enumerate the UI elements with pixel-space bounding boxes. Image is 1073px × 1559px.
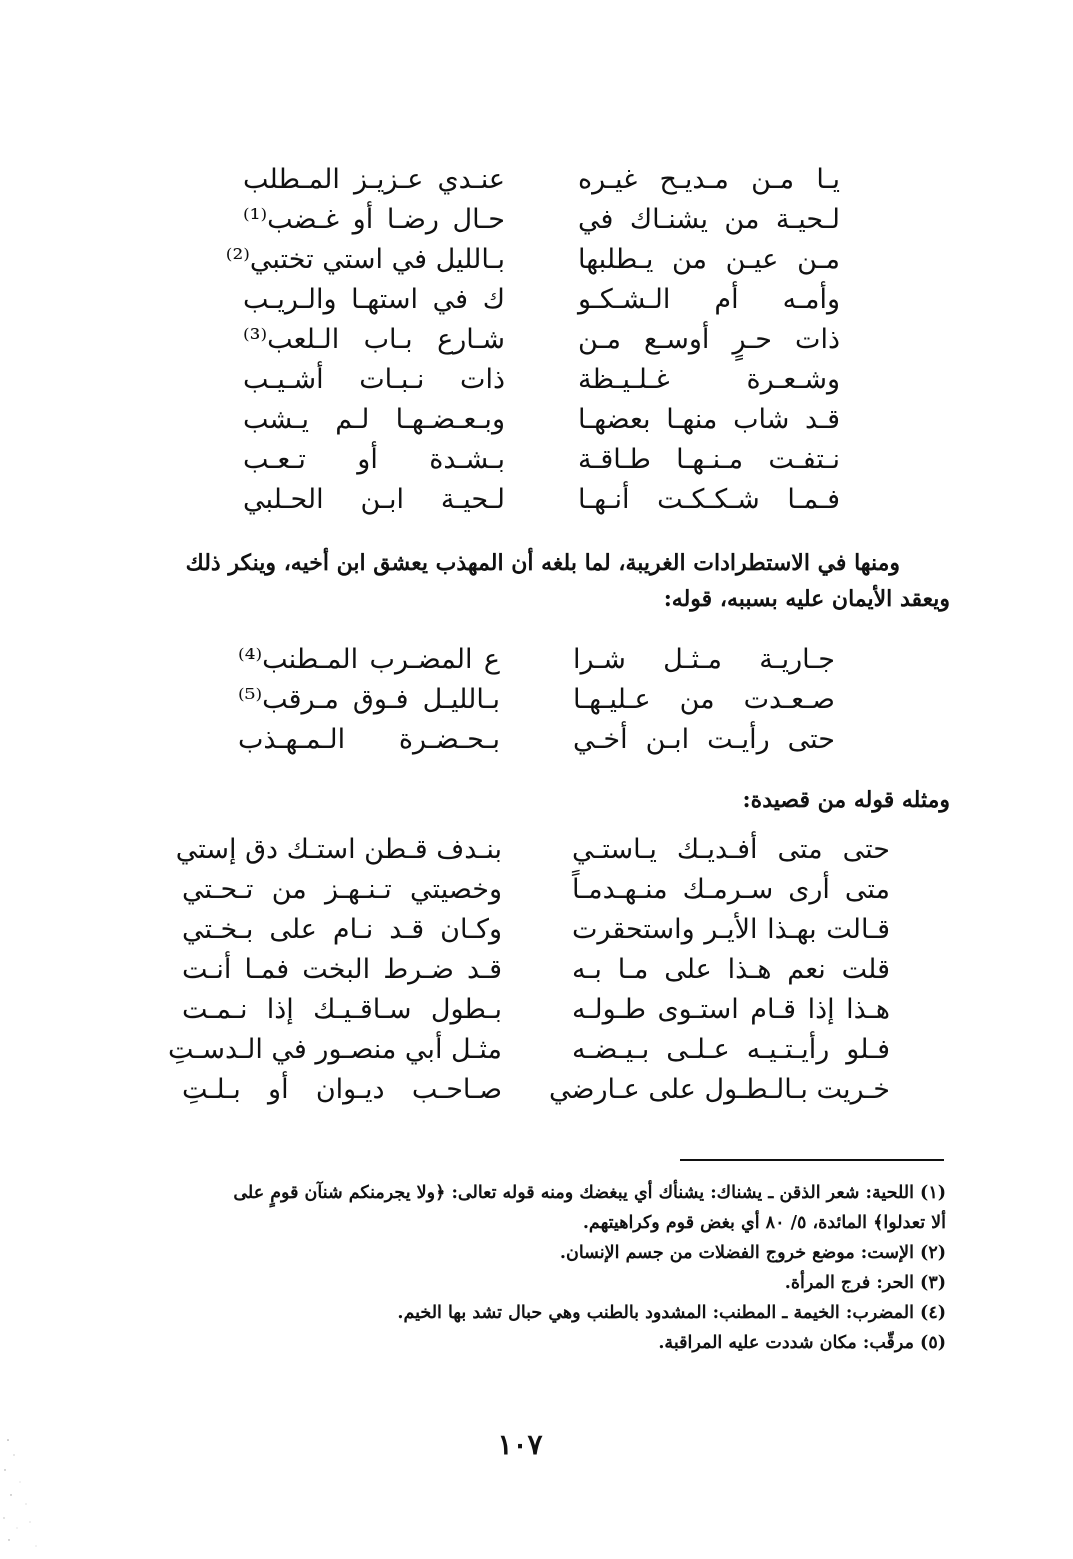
verse-left-hemistich: حـال رضـا أو غـضب⁽¹⁾ — [243, 204, 505, 235]
verse — [240, 360, 840, 400]
verse-left-hemistich: وكـان قـد نـام على بـخـتي — [182, 914, 502, 945]
verse — [175, 830, 890, 870]
verse-right-hemistich: متى أرى سـرمـك منـهـدمـاً — [572, 874, 890, 905]
footnotes — [120, 1178, 946, 1358]
verse — [240, 400, 840, 440]
verse-left-hemistich: مثـل أبي منصـور في الـدسـتِ — [167, 1034, 502, 1065]
verse-right-hemistich: ذات حـرٍ أوسـع مـن — [578, 324, 840, 355]
prose-line: ومنها في الاستطرادات الغريبة، لما بلغه أن المهذب يعشق ابن أخيه، وينكر ذلك — [185, 550, 900, 576]
verse-left-hemistich: شـارع بـاب الـلعب⁽³⁾ — [243, 324, 505, 355]
verse — [240, 640, 835, 680]
poem-3 — [167, 830, 890, 1110]
verse-right-hemistich: فـلو رأيـتـيـه عـلـى بـيـضـه — [572, 1034, 890, 1065]
verse-right-hemistich: قـالت بهـذا الأيـر واستحقرت — [572, 914, 890, 945]
verse — [167, 1030, 890, 1070]
footnote-5: (٥) مرقّب: مكان شددت عليه المراقبة. — [658, 1333, 946, 1353]
verse-left-hemistich: بنـدف قـطن استـك دق إستي — [175, 834, 502, 865]
verse — [240, 320, 840, 360]
footnote-1-continuation: ألا تعدلوا﴾ المائدة، ٥/ ٨٠ أي بغض قوم وكراهيتهم. — [582, 1213, 946, 1233]
footnote-1: (١) اللحية: شعر الذقن ـ يشناك: يشنأك أي يبغضك ومنه قوله تعالى: ﴿ولا يجرمنكم شنآن قومٍ على — [233, 1183, 946, 1203]
verse-left-hemistich: صـاحـب ديـوان أو بـلـتِ — [182, 1074, 502, 1105]
verse-right-hemistich: يـا مـن مـديـح غيـره — [578, 164, 840, 195]
verse-right-hemistich: جـاريـة مـثـل شـرا — [573, 644, 835, 675]
scan-noise-decoration — [0, 1400, 60, 1559]
verse — [240, 280, 840, 320]
verse — [180, 910, 890, 950]
verse-right-hemistich: صـعـدت من عـليـهـا — [573, 684, 835, 715]
page-number: ١٠٧ — [497, 1428, 543, 1461]
verse-right-hemistich: مـن عيـن من يـطلبها — [578, 244, 840, 275]
prose-intro-3 — [600, 782, 950, 818]
footnote-2: (٢) الإست: موضع خروج الفضلات من جسم الإنسان. — [559, 1243, 946, 1263]
verse-left-hemistich: ك في استهـا والـريـب — [243, 284, 505, 315]
verse — [225, 240, 840, 280]
verse — [240, 680, 835, 720]
prose-line: ويعقد الأيمان عليه بسببه، قوله: — [663, 586, 950, 612]
verse-left-hemistich: بـحـضـرة الـمـهـذب — [238, 724, 500, 755]
footnote-separator — [680, 1159, 944, 1161]
verse-right-hemistich: حتى متى أفـديـك يـاستـي — [572, 834, 890, 865]
verse-left-hemistich: ع المضـرب المـطنب⁽⁴⁾ — [238, 644, 500, 675]
prose-line: ومثله قوله من قصيدة: — [742, 787, 950, 813]
verse-right-hemistich: هـذا إذا قـام استـوى طـولـه — [572, 994, 890, 1025]
verse-right-hemistich: خـريت بـالـطـول على عـارضي — [549, 1074, 890, 1105]
verse-left-hemistich: ذات نـبـات أشـيـب — [243, 364, 505, 395]
poem-1 — [225, 160, 840, 520]
verse-right-hemistich: نـتفـت مـنـهـا طـاقـة — [578, 444, 840, 475]
verse — [180, 990, 890, 1030]
footnote-3: (٣) الحر: فرج المرأة. — [784, 1273, 946, 1293]
verse-left-hemistich: بـالليـل فـوق مـرقب⁽⁵⁾ — [238, 684, 500, 715]
prose-intro-2 — [110, 545, 950, 617]
verse — [180, 1070, 890, 1110]
verse-left-hemistich: لـحيـة ابـن الحـلبي — [243, 484, 505, 515]
footnote-4: (٤) المضرب: الخيمة ـ المطنب: المشدود بالطنب وهي حبال تشد بها الخيم. — [397, 1303, 946, 1323]
verse-right-hemistich: قلت نعم هـذا على مـا بـه — [572, 954, 890, 985]
verse — [240, 720, 835, 760]
verse-left-hemistich: عنـدي عـزيـز المـطلب — [243, 164, 505, 195]
verse-left-hemistich: قـد ضـرط البخت فمـا أنـت — [182, 954, 502, 985]
verse — [240, 160, 840, 200]
verse — [180, 870, 890, 910]
verse-right-hemistich: وأمـه أم الـشـكـو — [578, 284, 840, 315]
verse — [240, 440, 840, 480]
verse-right-hemistich: لـحيـة من يشنـاك في — [578, 204, 840, 235]
verse-right-hemistich: وشـعـرة غـلـيـظة — [578, 364, 840, 395]
verse-right-hemistich: قـد شاب منهـا بعضهـا — [578, 404, 840, 435]
verse — [240, 200, 840, 240]
verse-right-hemistich: فـمـا شـكـكـت أنـهـا — [578, 484, 840, 515]
verse-right-hemistich: حتى رأيـت ابـن أخـي — [573, 724, 835, 755]
verse-left-hemistich: بـطول سـاقـيـك إذا نـمـت — [182, 994, 502, 1025]
verse-left-hemistich: بـشـدة أو تـعـب — [243, 444, 505, 475]
verse — [240, 480, 840, 520]
verse-left-hemistich: وخصيتي تـنـهـز من تـحـتي — [182, 874, 502, 905]
verse-left-hemistich: بـالليل في استي تختبي⁽²⁾ — [225, 244, 505, 275]
verse — [180, 950, 890, 990]
verse-left-hemistich: وبـعـضـهـا لـم يـشب — [243, 404, 505, 435]
poem-2 — [240, 640, 835, 760]
